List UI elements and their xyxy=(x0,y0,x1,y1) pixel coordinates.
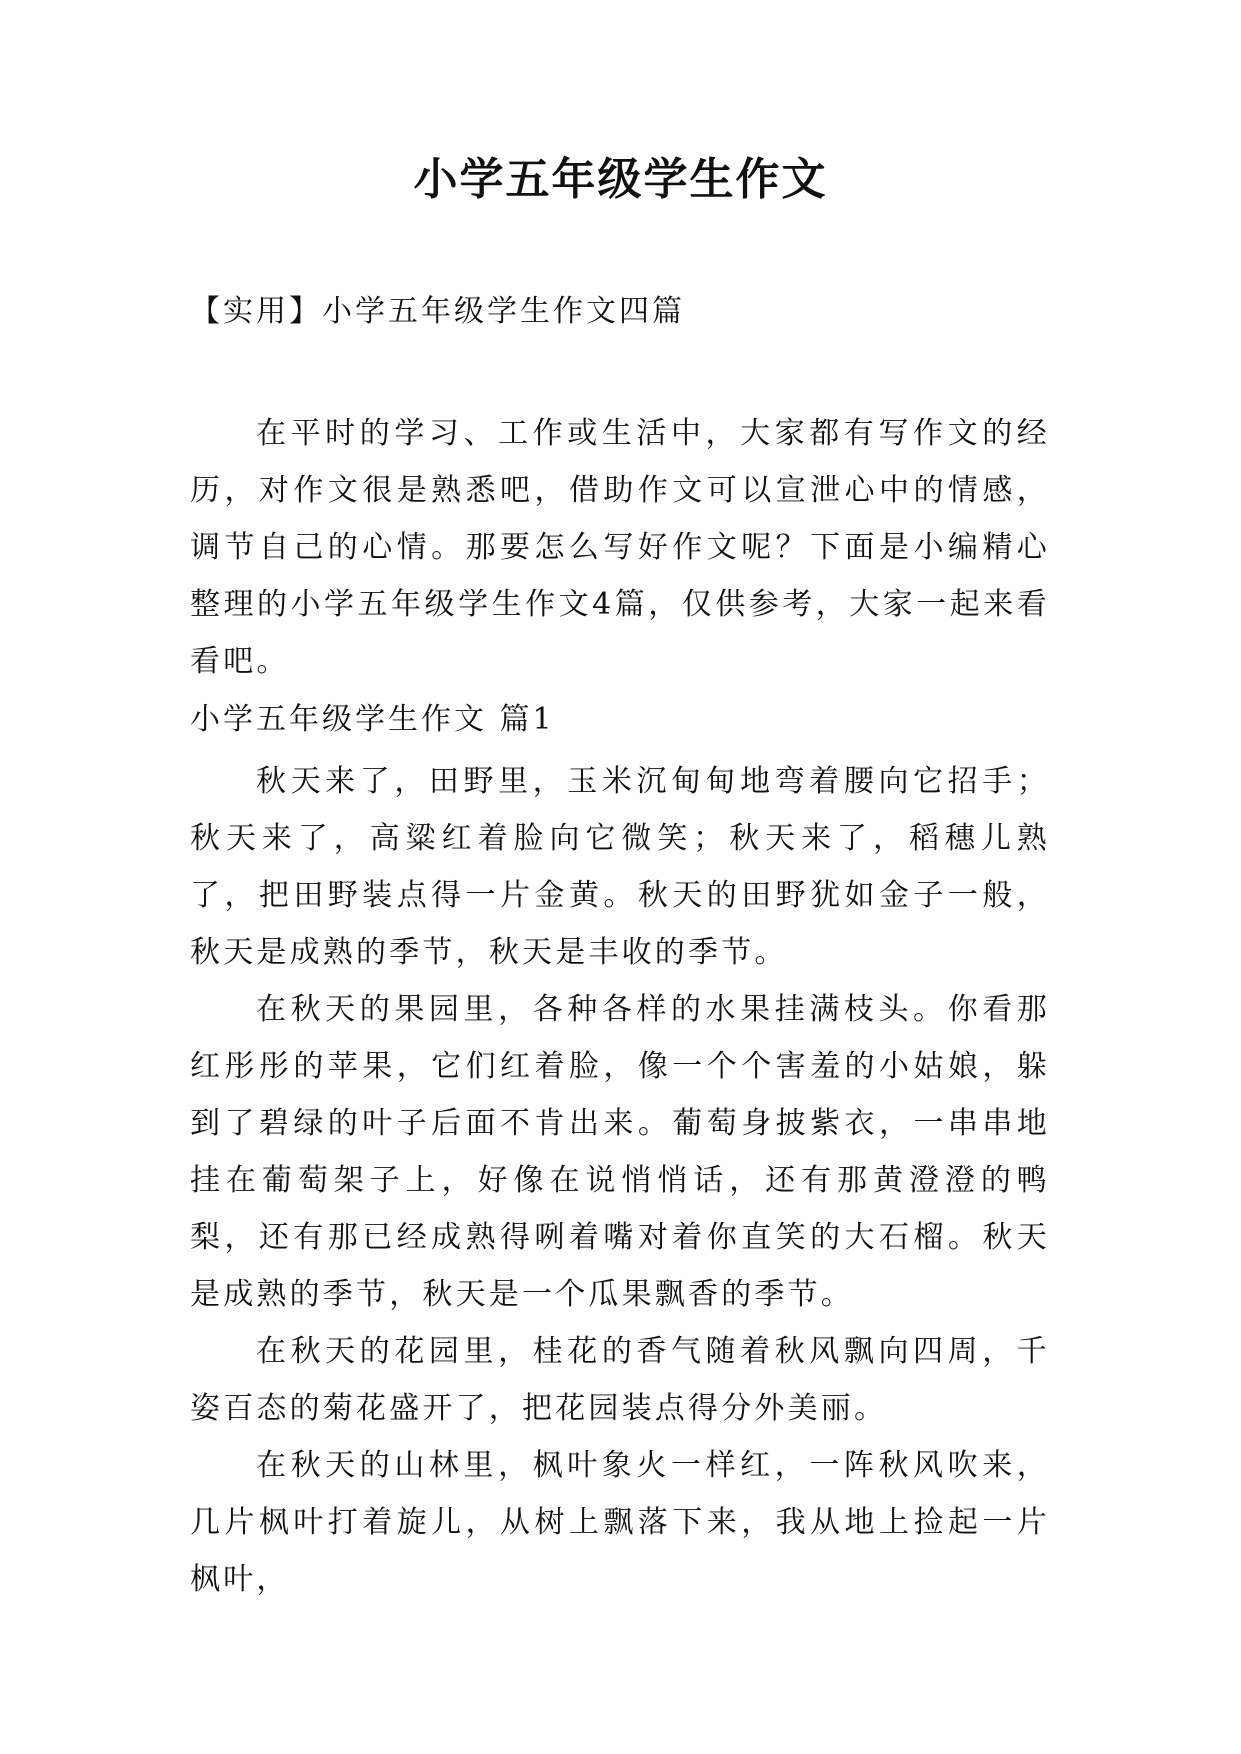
intro-paragraph: 在平时的学习、工作或生活中，大家都有写作文的经历，对作文很是熟悉吧，借助作文可以宣泄心中的情感，调节自己的心情。那要怎么写好作文呢？下面是小编精心整理的小学五年级学生作文4篇，仅供参考，大家一起来看看吧。 xyxy=(190,416,1050,679)
document-title: 小学五年级学生作文 xyxy=(413,154,828,205)
essay-paragraph: 秋天来了，田野里，玉米沉甸甸地弯着腰向它招手；秋天来了，高粱红着脸向它微笑；秋天来了，稻穗儿熟了，把田野装点得一片金黄。秋天的田野犹如金子一般，秋天是成熟的季节，秋天是丰收的季节。 xyxy=(190,764,1050,970)
essay-paragraph: 在秋天的花园里，桂花的香气随着秋风飘向四周，千姿百态的菊花盛开了，把花园装点得分外美丽。 xyxy=(190,1334,1050,1426)
essay-section-1 xyxy=(190,700,1050,1608)
essay-paragraph: 在秋天的果园里，各种各样的水果挂满枝头。你看那红彤彤的苹果，它们红着脸，像一个个害羞的小姑娘，躲到了碧绿的叶子后面不肯出来。葡萄身披紫衣，一串串地挂在葡萄架子上，好像在说悄悄话，还有那黄澄澄的鸭梨，还有那已经成熟得咧着嘴对着你直笑的大石榴。秋天是成熟的季节，秋天是一个瓜果飘香的季节。 xyxy=(190,992,1050,1312)
intro-block xyxy=(190,405,1050,690)
document-subtitle: 【实用】小学五年级学生作文四篇 xyxy=(190,294,685,329)
section-heading: 小学五年级学生作文 篇1 xyxy=(190,702,555,737)
essay-paragraph: 在秋天的山林里，枫叶象火一样红，一阵秋风吹来，几片枫叶打着旋儿，从树上飘落下来，我从地上捡起一片枫叶， xyxy=(190,1448,1050,1597)
